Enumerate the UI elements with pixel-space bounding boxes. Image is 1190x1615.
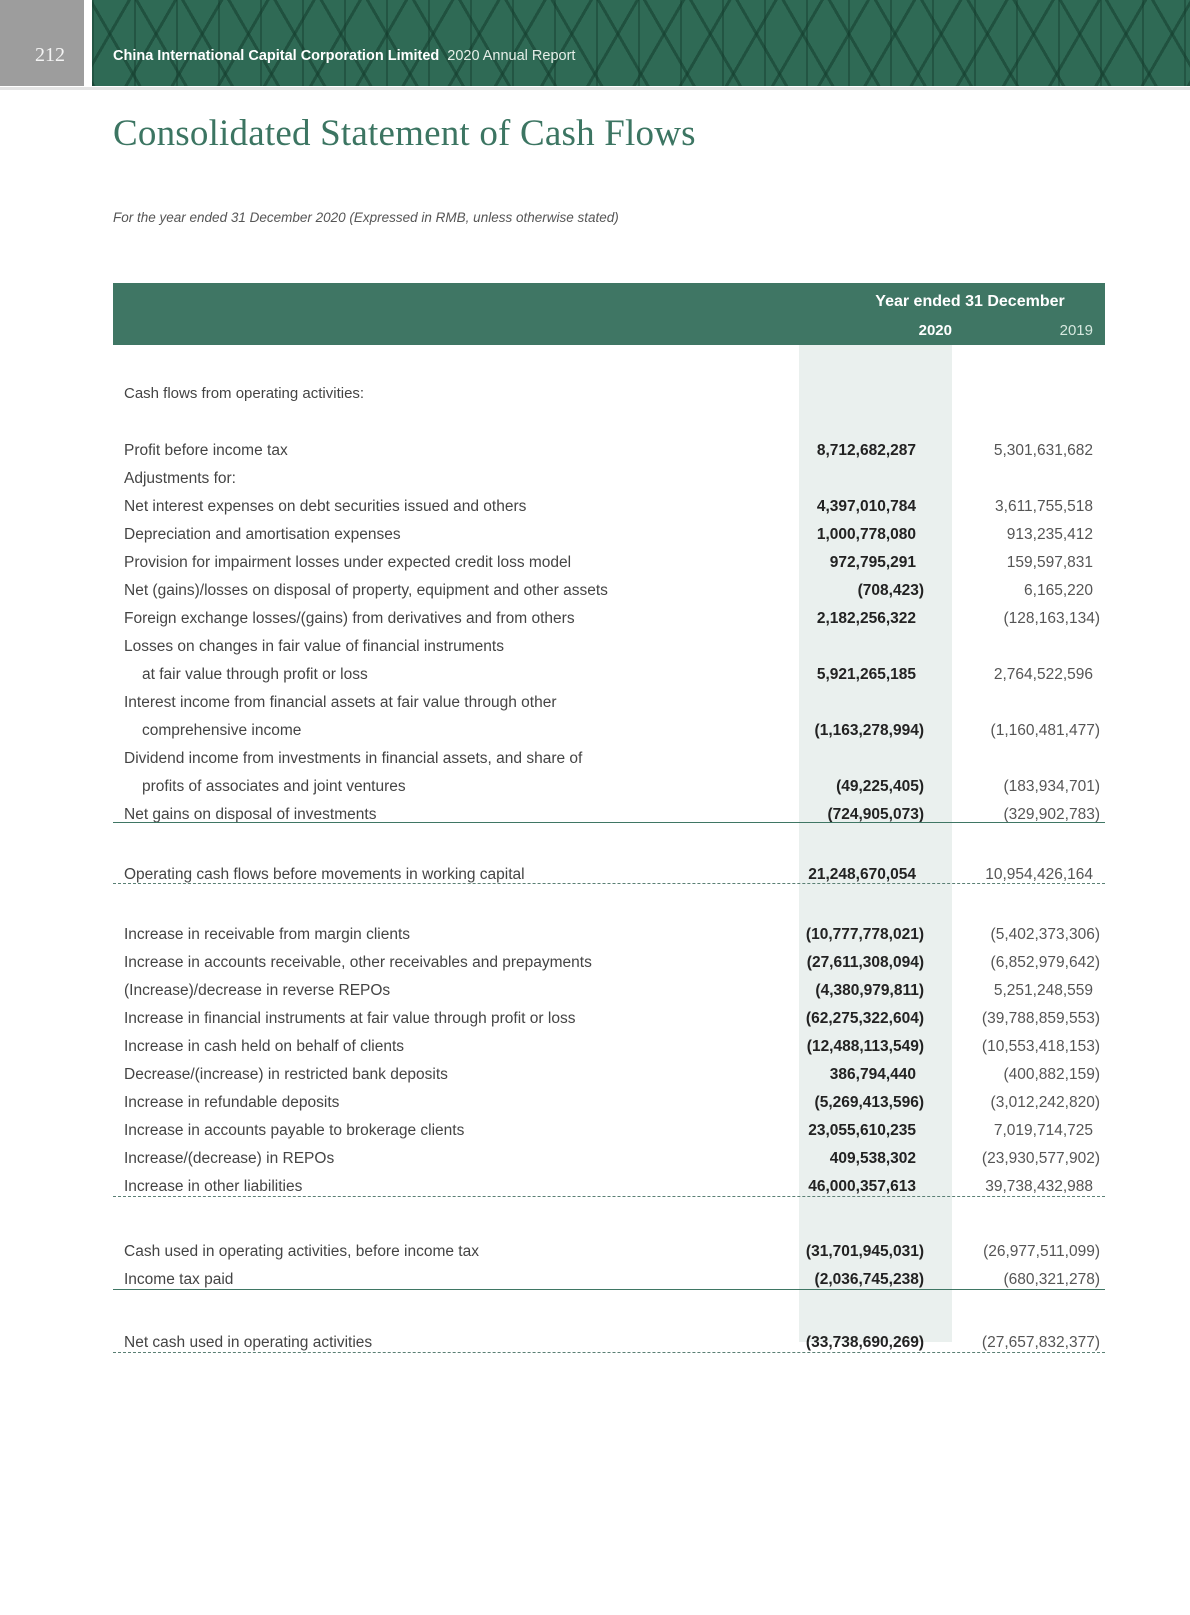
row-label: Increase in accounts payable to brokerage clients [124, 1122, 465, 1139]
value-2019: (6,852,979,642) [990, 954, 1100, 971]
value-2020: 386,794,440 [829, 1066, 916, 1083]
row-label: profits of associates and joint ventures [142, 778, 406, 795]
value-2019: (39,788,859,553) [981, 1010, 1100, 1027]
table-row [113, 862, 1105, 890]
column-header-2019: 2019 [1059, 322, 1093, 339]
table-row [113, 802, 1105, 830]
value-2019: 5,301,631,682 [993, 442, 1093, 459]
value-2020: (62,275,322,604) [805, 1010, 924, 1027]
value-2019: (10,553,418,153) [981, 1038, 1100, 1055]
value-2019: (26,977,511,099) [983, 1243, 1100, 1260]
header-banner [92, 0, 1190, 86]
value-2019: 6,165,220 [1024, 582, 1093, 599]
company-name: China International Capital Corporation Limited [113, 48, 440, 64]
value-2020: (2,036,745,238) [814, 1271, 924, 1288]
table-row [113, 774, 1105, 802]
column-header-2020: 2020 [918, 322, 952, 339]
table-row [113, 494, 1105, 522]
row-label: Increase in refundable deposits [124, 1094, 340, 1111]
table-row [113, 1062, 1105, 1090]
value-2020: 23,055,610,235 [808, 1122, 916, 1139]
row-label: Increase in accounts receivable, other receivables and prepayments [124, 954, 592, 971]
section-label: Cash flows from operating activities: [124, 385, 365, 402]
value-2019: 7,019,714,725 [993, 1122, 1093, 1139]
row-label: Increase in financial instruments at fair value through profit or loss [124, 1010, 576, 1027]
row-label: Decrease/(increase) in restricted bank deposits [124, 1066, 448, 1083]
value-2019: 3,611,755,518 [995, 498, 1093, 515]
table-row [113, 662, 1105, 690]
table-row [113, 690, 1105, 718]
row-label: Operating cash flows before movements in working capital [124, 866, 525, 883]
report-name: 2020 Annual Report [447, 48, 576, 64]
subtotal-dashed-rule [113, 883, 1105, 884]
document-subtitle: For the year ended 31 December 2020 (Expressed in RMB, unless otherwise stated) [113, 210, 619, 225]
value-2019: (329,902,783) [1003, 806, 1100, 823]
period-label: Year ended 31 December [875, 293, 1065, 310]
header-title [113, 48, 575, 64]
value-2019: (680,321,278) [1003, 1271, 1100, 1288]
row-label: (Increase)/decrease in reverse REPOs [124, 982, 391, 999]
value-2020: 409,538,302 [829, 1150, 916, 1167]
value-2019: 39,738,432,988 [985, 1178, 1093, 1195]
table-row [113, 1267, 1105, 1295]
table-row [113, 978, 1105, 1006]
row-label: Net gains on disposal of investments [124, 806, 377, 823]
value-2019: (3,012,242,820) [990, 1094, 1100, 1111]
value-2020: 2,182,256,322 [816, 610, 916, 627]
document-title: Consolidated Statement of Cash Flows [113, 113, 696, 154]
row-label: Profit before income tax [124, 442, 288, 459]
value-2020: (33,738,690,269) [805, 1334, 924, 1351]
table-row [113, 1330, 1105, 1358]
value-2020: 8,712,682,287 [816, 442, 916, 459]
table-row [113, 1239, 1105, 1267]
value-2020: (1,163,278,994) [814, 722, 924, 739]
row-label: Cash used in operating activities, before income tax [124, 1243, 479, 1260]
value-2019: (27,657,832,377) [981, 1334, 1100, 1351]
table-row [113, 950, 1105, 978]
total-dashed-rule [113, 1352, 1105, 1353]
row-label: Net cash used in operating activities [124, 1334, 373, 1351]
value-2020: 46,000,357,613 [808, 1178, 916, 1195]
value-2019: 5,251,248,559 [993, 982, 1093, 999]
working-capital-dashed-rule [113, 1196, 1105, 1197]
table-row [113, 1034, 1105, 1062]
value-2020: (4,380,979,811) [815, 982, 924, 999]
table-row [113, 1118, 1105, 1146]
table-row [113, 1006, 1105, 1034]
value-2020: 21,248,670,054 [808, 866, 916, 883]
table-row [113, 606, 1105, 634]
table-row [113, 466, 1105, 494]
value-2019: (183,934,701) [1003, 778, 1100, 795]
row-label: Depreciation and amortisation expenses [124, 526, 401, 543]
value-2020: (12,488,113,549) [806, 1038, 924, 1055]
tax-rule [113, 1289, 1105, 1290]
value-2019: (1,160,481,477) [990, 722, 1100, 739]
table-row [113, 1090, 1105, 1118]
value-2020: (49,225,405) [836, 778, 924, 795]
value-2020: 4,397,010,784 [816, 498, 916, 515]
table-row [113, 718, 1105, 746]
table-row [113, 634, 1105, 662]
row-label: Foreign exchange losses/(gains) from derivatives and from others [124, 610, 575, 627]
row-label: at fair value through profit or loss [142, 666, 368, 683]
row-label: Net (gains)/losses on disposal of property, equipment and other assets [124, 582, 608, 599]
value-2020: (5,269,413,596) [814, 1094, 924, 1111]
value-2019: (23,930,577,902) [981, 1150, 1100, 1167]
row-label: Losses on changes in fair value of financial instruments [124, 638, 504, 655]
row-label: Dividend income from investments in financial assets, and share of [124, 750, 583, 767]
row-label: Interest income from financial assets at fair value through other [124, 694, 557, 711]
value-2019: 2,764,522,596 [993, 666, 1093, 683]
value-2020: (708,423) [857, 582, 924, 599]
value-2020: (31,701,945,031) [805, 1243, 924, 1260]
row-label: Provision for impairment losses under expected credit loss model [124, 554, 572, 571]
value-2020: (10,777,778,021) [805, 926, 924, 943]
table-row [113, 578, 1105, 606]
row-label: Adjustments for: [124, 470, 236, 487]
value-2020: 972,795,291 [829, 554, 916, 571]
row-label: Increase in receivable from margin clients [124, 926, 411, 943]
table-row [113, 746, 1105, 774]
table-row [113, 522, 1105, 550]
table-row [113, 438, 1105, 466]
value-2020: (27,611,308,094) [806, 954, 924, 971]
row-label: Income tax paid [124, 1271, 234, 1288]
row-label: comprehensive income [142, 722, 302, 739]
value-2019: 913,235,412 [1006, 526, 1093, 543]
table-header [113, 283, 1105, 345]
value-2019: (128,163,134) [1003, 610, 1100, 627]
table-row [113, 1174, 1105, 1202]
page-number-box [0, 0, 84, 86]
subtotal-rule [113, 822, 1105, 823]
table-row [113, 550, 1105, 578]
value-2020: 1,000,778,080 [816, 526, 916, 543]
row-label: Increase/(decrease) in REPOs [124, 1150, 335, 1167]
page-number: 212 [35, 44, 65, 66]
header-divider [0, 87, 1190, 90]
row-label: Net interest expenses on debt securities issued and others [124, 498, 527, 515]
value-2020: 5,921,265,185 [816, 666, 916, 683]
value-2020: (724,905,073) [827, 806, 924, 823]
value-2019: (5,402,373,306) [990, 926, 1100, 943]
table-row [113, 922, 1105, 950]
value-2019: (400,882,159) [1003, 1066, 1100, 1083]
row-label: Increase in other liabilities [124, 1178, 303, 1195]
value-2019: 159,597,831 [1006, 554, 1093, 571]
row-label: Increase in cash held on behalf of clients [124, 1038, 405, 1055]
value-2019: 10,954,426,164 [985, 866, 1093, 883]
table-row [113, 1146, 1105, 1174]
